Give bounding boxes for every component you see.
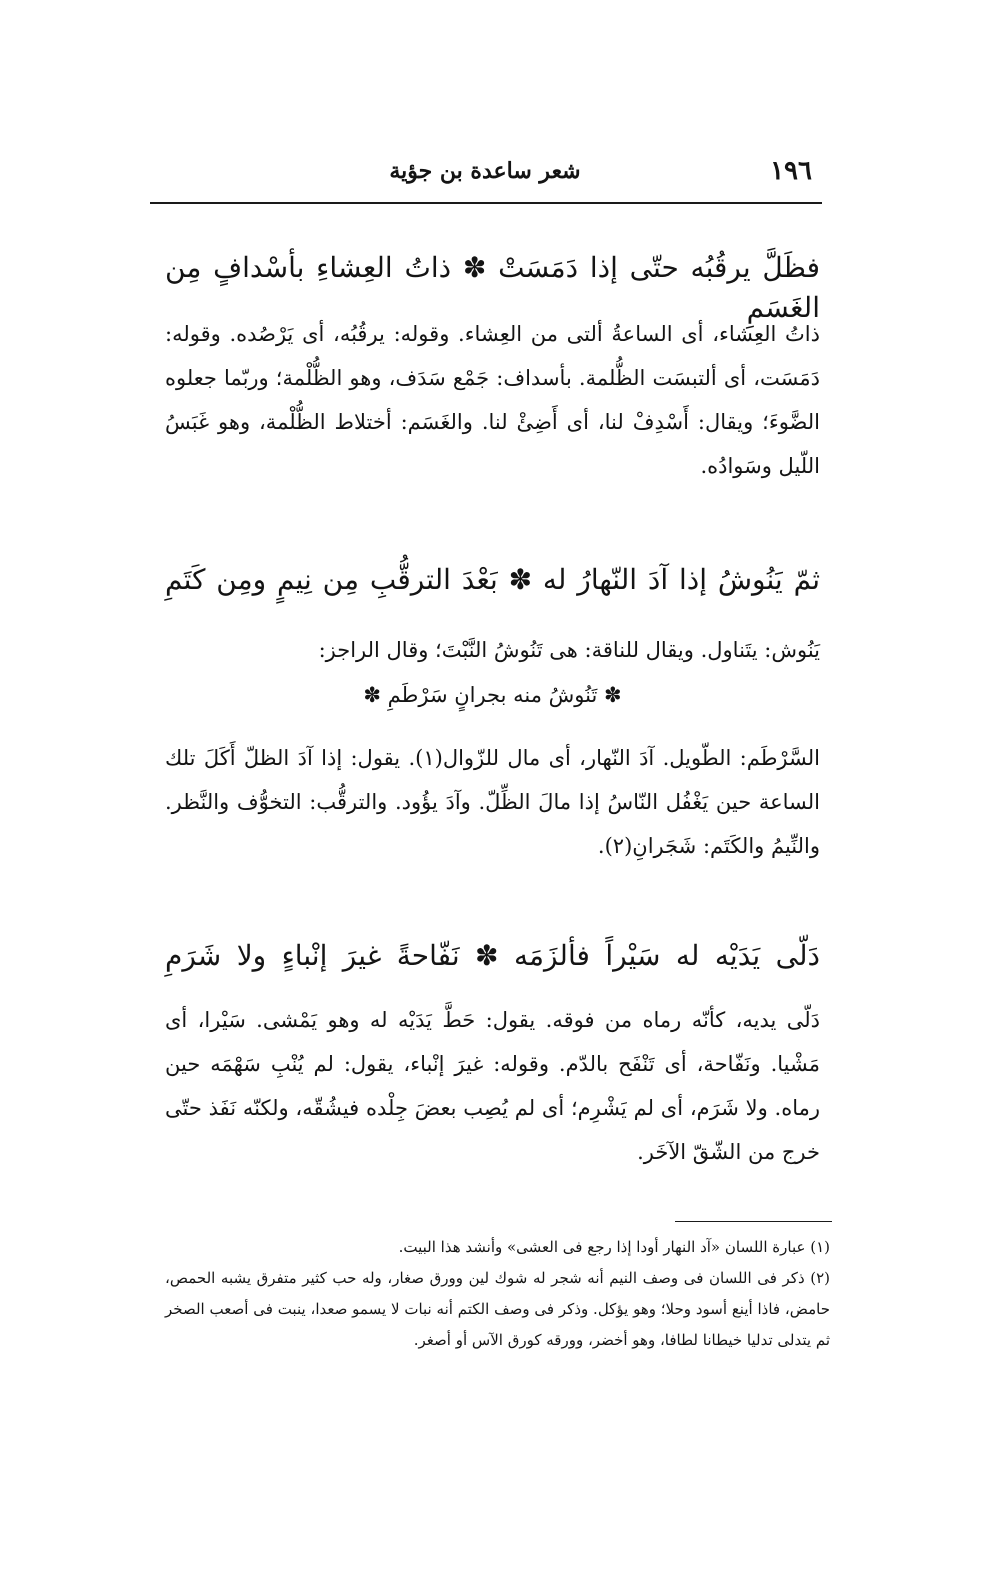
verse-2: ثمّ يَنُوشُ إذا آدَ النّهارُ له ✽ بَعْدَ الترقُّبِ مِن نِيمٍ ومِن كَتَمِ (165, 563, 820, 596)
footnotes (165, 1232, 830, 1356)
header-rule (150, 202, 822, 204)
verse-1: فظَلَّ يرقُبُه حتّى إذا دَمَسَتْ ✽ ذاتُ العِشاءِ بأسْدافٍ مِن الغَسَمِ (165, 251, 820, 324)
commentary-4: دَلّى يديه، كأنّه رماه من فوقه. يقول: حَطَّ يَدَيْه له وهو يَمْشى. سَيْرا، أى مَشْيا. ونَفّاحة، أى تَنْفَح بالدّم. وقوله: غيرَ إنْباء، يقول: لم يُنْبِ سَهْمَه حين رماه. ولا شَرَم، أى لم يَشْرِم؛ أى لم يُصِب بعضَ جِلْده فيشُقّه، ولكنّه نَفَذ حتّى خرج من الشّقّ الآخَر. (165, 1008, 820, 1164)
footnote-1: (١) عبارة اللسان «آد النهار أودا إذا رجع فى العشى» وأنشد هذا البيت. (398, 1238, 830, 1256)
commentary-1: ذاتُ العِشاء، أى الساعةُ ألتى من العِشاء. وقوله: يرقُبُه، أى يَرْصُده. وقوله: دَمَسَت، أى ألتبسَت الظُّلمة. بأسداف: جَمْع سَدَف، وهو الظُّلْمة؛ وربّما جعلوه الضَّوءَ؛ ويقال: أَسْدِفْ لنا، أى أَضِئْ لنا. والغَسَم: أختلاط الظُّلْمة، وهو غَبَسُ اللّيل وسَوادُه. (165, 322, 820, 478)
running-title: شعر ساعدة بن جؤية (389, 158, 581, 184)
commentary-2: يَنُوش: يتَناول. ويقال للناقة: هى تَنُوشُ النَّبْتَ؛ وقال الراجز: (318, 638, 820, 662)
verse-3: دَلّى يَدَيْه له سَيْراً فألزَمَه ✽ نَفّاحةً غيرَ إنْباءٍ ولا شَرَمِ (165, 939, 820, 972)
page-number: ١٩٦ (770, 156, 812, 186)
footnote-rule (675, 1221, 832, 1222)
commentary-3: السَّرْطَم: الطّويل. آدَ النّهار، أى مال للزّوال(١). يقول: إذا آدَ الظلّ أَكَلَ تلك الساعة حين يَغْفُل النّاسُ إذا مالَ الظِّلّ. وآدَ يؤُود. والترقُّب: التخوُّف والنَّظر. والنِّيمُ والكَتَم: شَجَرانِ(٢). (165, 746, 820, 858)
page-header (150, 152, 820, 198)
footnote-2: (٢) ذكر فى اللسان فى وصف النيم أنه شجر له شوك لين وورق صغار، وله حب كثير متفرق يشبه الحمص، حامض، فاذا أينع أسود وحلا؛ وهو يؤكل. وذكر فى وصف الكتم أنه نبات لا يسمو صعدا، ينبت فى أصعب الصخر ثم يتدلى تدليا خيطانا لطافا، وهو أخضر، وورقه كورق الآس أو أصغر. (165, 1269, 830, 1349)
rajaz-quote: ✽ تَنُوشُ منه بجرانٍ سَرْطَمِ ✽ (363, 683, 622, 707)
